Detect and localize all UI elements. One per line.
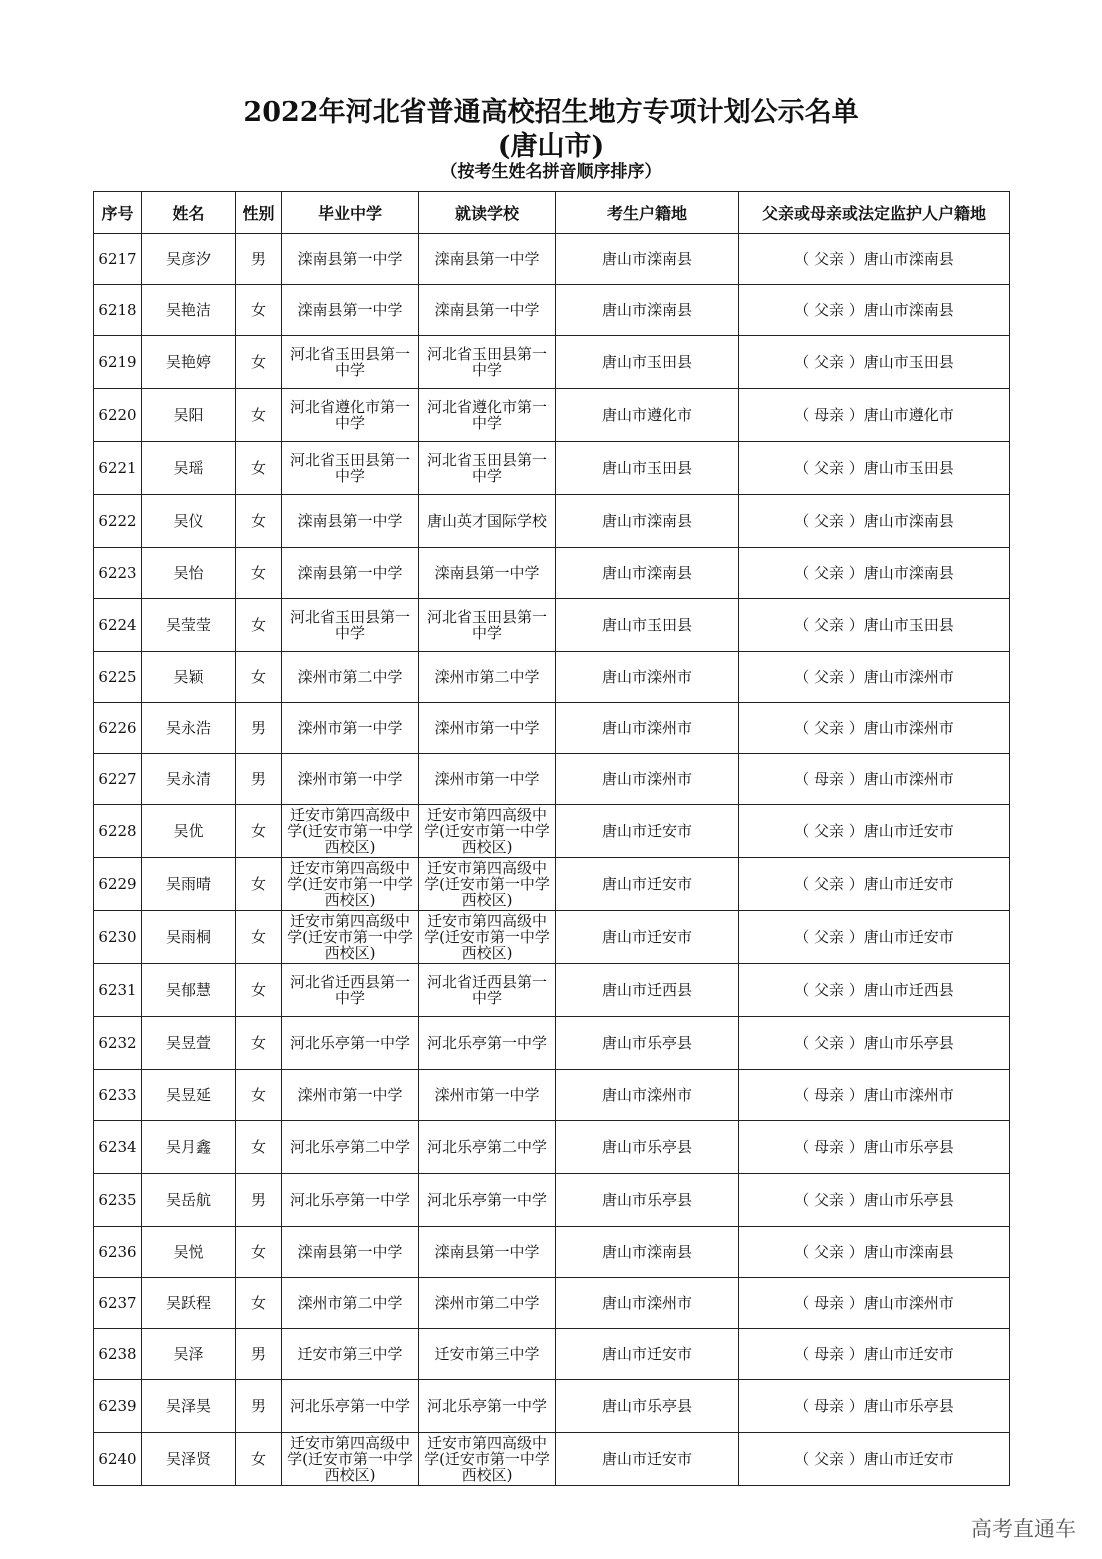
cell-name: 吴昱延 — [142, 1070, 236, 1121]
document-title: 2022年河北省普通高校招生地方专项计划公示名单 — [243, 97, 859, 128]
cell-guardian-hukou: （ 父亲 ）唐山市玉田县 — [739, 442, 1010, 495]
cell-student-hukou: 唐山市滦州市 — [556, 1070, 739, 1121]
table-row — [94, 285, 1010, 336]
cell-seq: 6237 — [94, 1278, 142, 1329]
cell-student-hukou: 唐山市迁西县 — [556, 964, 739, 1017]
cell-graduated-school: 河北省遵化市第一中学 — [282, 389, 419, 442]
table-row — [94, 1174, 1010, 1227]
cell-current-school: 迁安市第三中学 — [419, 1329, 556, 1380]
table-row — [94, 964, 1010, 1017]
cell-seq: 6235 — [94, 1174, 142, 1227]
cell-name: 吴瑶 — [142, 442, 236, 495]
cell-graduated-school: 迁安市第四高级中学(迁安市第一中学西校区) — [282, 805, 419, 858]
cell-guardian-hukou: （ 父亲 ）唐山市迁安市 — [739, 1433, 1010, 1486]
cell-current-school: 滦州市第二中学 — [419, 1278, 556, 1329]
cell-seq: 6225 — [94, 652, 142, 703]
cell-student-hukou: 唐山市滦南县 — [556, 234, 739, 285]
cell-student-hukou: 唐山市乐亭县 — [556, 1380, 739, 1433]
table-row — [94, 234, 1010, 285]
cell-seq: 6230 — [94, 911, 142, 964]
header-student-hukou: 考生户籍地 — [556, 192, 739, 234]
cell-name: 吴岳航 — [142, 1174, 236, 1227]
cell-current-school: 河北乐亭第一中学 — [419, 1017, 556, 1070]
table-body — [94, 234, 1010, 1486]
cell-name: 吴仪 — [142, 495, 236, 548]
cell-student-hukou: 唐山市迁安市 — [556, 1433, 739, 1486]
cell-gender: 男 — [236, 1329, 282, 1380]
cell-graduated-school: 滦州市第一中学 — [282, 754, 419, 805]
cell-name: 吴雨晴 — [142, 858, 236, 911]
table-row — [94, 1227, 1010, 1278]
cell-student-hukou: 唐山市滦州市 — [556, 754, 739, 805]
cell-current-school: 河北乐亭第一中学 — [419, 1174, 556, 1227]
cell-current-school: 滦南县第一中学 — [419, 285, 556, 336]
cell-seq: 6240 — [94, 1433, 142, 1486]
cell-student-hukou: 唐山市玉田县 — [556, 599, 739, 652]
cell-student-hukou: 唐山市迁安市 — [556, 805, 739, 858]
cell-guardian-hukou: （ 父亲 ）唐山市滦南县 — [739, 234, 1010, 285]
cell-guardian-hukou: （ 母亲 ）唐山市滦州市 — [739, 754, 1010, 805]
cell-current-school: 滦南县第一中学 — [419, 1227, 556, 1278]
header-current-school: 就读学校 — [419, 192, 556, 234]
cell-seq: 6239 — [94, 1380, 142, 1433]
table-row — [94, 1380, 1010, 1433]
cell-gender: 女 — [236, 599, 282, 652]
cell-seq: 6236 — [94, 1227, 142, 1278]
cell-student-hukou: 唐山市滦州市 — [556, 703, 739, 754]
cell-seq: 6231 — [94, 964, 142, 1017]
cell-name: 吴艳婷 — [142, 336, 236, 389]
cell-gender: 女 — [236, 336, 282, 389]
cell-student-hukou: 唐山市滦南县 — [556, 495, 739, 548]
cell-name: 吴永浩 — [142, 703, 236, 754]
table-row — [94, 805, 1010, 858]
cell-guardian-hukou: （ 母亲 ）唐山市遵化市 — [739, 389, 1010, 442]
cell-seq: 6228 — [94, 805, 142, 858]
cell-name: 吴彦汐 — [142, 234, 236, 285]
cell-name: 吴跃程 — [142, 1278, 236, 1329]
table-row — [94, 1329, 1010, 1380]
cell-gender: 女 — [236, 389, 282, 442]
cell-current-school: 迁安市第四高级中学(迁安市第一中学西校区) — [419, 858, 556, 911]
cell-name: 吴昱萱 — [142, 1017, 236, 1070]
cell-graduated-school: 滦南县第一中学 — [282, 495, 419, 548]
cell-name: 吴颖 — [142, 652, 236, 703]
cell-seq: 6233 — [94, 1070, 142, 1121]
table-row — [94, 1433, 1010, 1486]
cell-name: 吴月鑫 — [142, 1121, 236, 1174]
table-row — [94, 703, 1010, 754]
table-row — [94, 548, 1010, 599]
cell-name: 吴阳 — [142, 389, 236, 442]
cell-guardian-hukou: （ 父亲 ）唐山市滦州市 — [739, 703, 1010, 754]
cell-graduated-school: 河北省玉田县第一中学 — [282, 442, 419, 495]
cell-current-school: 河北乐亭第一中学 — [419, 1380, 556, 1433]
cell-student-hukou: 唐山市遵化市 — [556, 389, 739, 442]
cell-current-school: 河北省迁西县第一中学 — [419, 964, 556, 1017]
cell-gender: 男 — [236, 1174, 282, 1227]
table-row — [94, 389, 1010, 442]
cell-student-hukou: 唐山市滦州市 — [556, 1278, 739, 1329]
cell-gender: 女 — [236, 1070, 282, 1121]
cell-name: 吴泽贤 — [142, 1433, 236, 1486]
cell-gender: 女 — [236, 1017, 282, 1070]
cell-seq: 6229 — [94, 858, 142, 911]
header-gender: 性别 — [236, 192, 282, 234]
table-row — [94, 599, 1010, 652]
cell-gender: 女 — [236, 285, 282, 336]
cell-guardian-hukou: （ 父亲 ）唐山市迁安市 — [739, 858, 1010, 911]
cell-name: 吴泽 — [142, 1329, 236, 1380]
cell-gender: 女 — [236, 442, 282, 495]
cell-gender: 女 — [236, 1433, 282, 1486]
cell-gender: 女 — [236, 652, 282, 703]
cell-gender: 女 — [236, 964, 282, 1017]
cell-gender: 女 — [236, 911, 282, 964]
cell-guardian-hukou: （ 父亲 ）唐山市滦州市 — [739, 652, 1010, 703]
table-row — [94, 495, 1010, 548]
cell-seq: 6234 — [94, 1121, 142, 1174]
cell-gender: 男 — [236, 234, 282, 285]
cell-student-hukou: 唐山市滦南县 — [556, 285, 739, 336]
cell-name: 吴优 — [142, 805, 236, 858]
table-row — [94, 858, 1010, 911]
cell-gender: 女 — [236, 1121, 282, 1174]
cell-graduated-school: 迁安市第四高级中学(迁安市第一中学西校区) — [282, 911, 419, 964]
table-row — [94, 652, 1010, 703]
table-row — [94, 442, 1010, 495]
cell-graduated-school: 河北乐亭第一中学 — [282, 1380, 419, 1433]
cell-guardian-hukou: （ 父亲 ）唐山市玉田县 — [739, 336, 1010, 389]
cell-student-hukou: 唐山市迁安市 — [556, 858, 739, 911]
table-row — [94, 754, 1010, 805]
cell-guardian-hukou: （ 母亲 ）唐山市迁安市 — [739, 1329, 1010, 1380]
cell-gender: 女 — [236, 495, 282, 548]
cell-name: 吴艳洁 — [142, 285, 236, 336]
cell-guardian-hukou: （ 母亲 ）唐山市滦州市 — [739, 1070, 1010, 1121]
document-subtitle: (唐山市) — [497, 131, 605, 162]
table-row — [94, 1070, 1010, 1121]
header-seq: 序号 — [94, 192, 142, 234]
cell-guardian-hukou: （ 父亲 ）唐山市乐亭县 — [739, 1174, 1010, 1227]
cell-student-hukou: 唐山市玉田县 — [556, 336, 739, 389]
cell-current-school: 迁安市第四高级中学(迁安市第一中学西校区) — [419, 911, 556, 964]
cell-graduated-school: 滦州市第一中学 — [282, 1070, 419, 1121]
cell-guardian-hukou: （ 父亲 ）唐山市滦南县 — [739, 495, 1010, 548]
header-graduated-school: 毕业中学 — [282, 192, 419, 234]
cell-current-school: 河北省玉田县第一中学 — [419, 599, 556, 652]
cell-current-school: 滦南县第一中学 — [419, 548, 556, 599]
cell-student-hukou: 唐山市滦南县 — [556, 1227, 739, 1278]
watermark: 高考直通车 — [971, 1517, 1076, 1541]
table-row — [94, 1017, 1010, 1070]
cell-gender: 女 — [236, 858, 282, 911]
cell-current-school: 滦州市第一中学 — [419, 754, 556, 805]
cell-name: 吴永清 — [142, 754, 236, 805]
cell-graduated-school: 河北乐亭第一中学 — [282, 1017, 419, 1070]
cell-gender: 男 — [236, 1380, 282, 1433]
table-row — [94, 1278, 1010, 1329]
cell-graduated-school: 迁安市第四高级中学(迁安市第一中学西校区) — [282, 1433, 419, 1486]
cell-current-school: 河北省遵化市第一中学 — [419, 389, 556, 442]
cell-graduated-school: 滦南县第一中学 — [282, 234, 419, 285]
cell-seq: 6227 — [94, 754, 142, 805]
table-row — [94, 1121, 1010, 1174]
cell-guardian-hukou: （ 父亲 ）唐山市乐亭县 — [739, 1017, 1010, 1070]
cell-graduated-school: 河北省玉田县第一中学 — [282, 336, 419, 389]
sort-note: （按考生姓名拼音顺序排序） — [440, 162, 662, 182]
cell-graduated-school: 滦南县第一中学 — [282, 548, 419, 599]
cell-student-hukou: 唐山市迁安市 — [556, 1329, 739, 1380]
cell-guardian-hukou: （ 父亲 ）唐山市滦南县 — [739, 1227, 1010, 1278]
header-name: 姓名 — [142, 192, 236, 234]
cell-guardian-hukou: （ 父亲 ）唐山市滦南县 — [739, 548, 1010, 599]
cell-current-school: 河北乐亭第二中学 — [419, 1121, 556, 1174]
cell-student-hukou: 唐山市乐亭县 — [556, 1121, 739, 1174]
cell-seq: 6220 — [94, 389, 142, 442]
cell-name: 吴悦 — [142, 1227, 236, 1278]
cell-gender: 男 — [236, 703, 282, 754]
cell-current-school: 唐山英才国际学校 — [419, 495, 556, 548]
cell-seq: 6221 — [94, 442, 142, 495]
cell-name: 吴雨桐 — [142, 911, 236, 964]
cell-gender: 女 — [236, 1278, 282, 1329]
cell-current-school: 滦州市第一中学 — [419, 1070, 556, 1121]
cell-seq: 6223 — [94, 548, 142, 599]
cell-guardian-hukou: （ 母亲 ）唐山市滦州市 — [739, 1278, 1010, 1329]
cell-seq: 6222 — [94, 495, 142, 548]
cell-student-hukou: 唐山市玉田县 — [556, 442, 739, 495]
cell-name: 吴泽昊 — [142, 1380, 236, 1433]
cell-graduated-school: 滦南县第一中学 — [282, 285, 419, 336]
cell-seq: 6217 — [94, 234, 142, 285]
cell-current-school: 滦州市第二中学 — [419, 652, 556, 703]
cell-guardian-hukou: （ 母亲 ）唐山市乐亭县 — [739, 1121, 1010, 1174]
cell-seq: 6219 — [94, 336, 142, 389]
cell-current-school: 河北省玉田县第一中学 — [419, 442, 556, 495]
roster-table — [93, 191, 1010, 1486]
cell-name: 吴郁慧 — [142, 964, 236, 1017]
cell-current-school: 河北省玉田县第一中学 — [419, 336, 556, 389]
cell-graduated-school: 滦州市第二中学 — [282, 1278, 419, 1329]
cell-name: 吴怡 — [142, 548, 236, 599]
cell-student-hukou: 唐山市滦南县 — [556, 548, 739, 599]
cell-seq: 6232 — [94, 1017, 142, 1070]
cell-graduated-school: 河北省迁西县第一中学 — [282, 964, 419, 1017]
table-row — [94, 911, 1010, 964]
cell-seq: 6224 — [94, 599, 142, 652]
header-row — [94, 192, 1010, 234]
cell-guardian-hukou: （ 父亲 ）唐山市迁西县 — [739, 964, 1010, 1017]
cell-guardian-hukou: （ 父亲 ）唐山市滦南县 — [739, 285, 1010, 336]
cell-graduated-school: 滦州市第一中学 — [282, 703, 419, 754]
cell-seq: 6218 — [94, 285, 142, 336]
cell-current-school: 迁安市第四高级中学(迁安市第一中学西校区) — [419, 1433, 556, 1486]
cell-graduated-school: 河北乐亭第一中学 — [282, 1174, 419, 1227]
cell-student-hukou: 唐山市滦州市 — [556, 652, 739, 703]
cell-graduated-school: 河北省玉田县第一中学 — [282, 599, 419, 652]
cell-guardian-hukou: （ 父亲 ）唐山市玉田县 — [739, 599, 1010, 652]
header-guardian-hukou: 父亲或母亲或法定监护人户籍地 — [739, 192, 1010, 234]
cell-graduated-school: 迁安市第三中学 — [282, 1329, 419, 1380]
cell-student-hukou: 唐山市乐亭县 — [556, 1017, 739, 1070]
cell-graduated-school: 河北乐亭第二中学 — [282, 1121, 419, 1174]
cell-student-hukou: 唐山市迁安市 — [556, 911, 739, 964]
cell-graduated-school: 滦州市第二中学 — [282, 652, 419, 703]
cell-seq: 6226 — [94, 703, 142, 754]
cell-gender: 女 — [236, 548, 282, 599]
cell-current-school: 滦南县第一中学 — [419, 234, 556, 285]
cell-guardian-hukou: （ 母亲 ）唐山市乐亭县 — [739, 1380, 1010, 1433]
cell-current-school: 迁安市第四高级中学(迁安市第一中学西校区) — [419, 805, 556, 858]
cell-current-school: 滦州市第一中学 — [419, 703, 556, 754]
cell-gender: 男 — [236, 754, 282, 805]
cell-name: 吴莹莹 — [142, 599, 236, 652]
cell-gender: 女 — [236, 805, 282, 858]
table-row — [94, 336, 1010, 389]
cell-guardian-hukou: （ 父亲 ）唐山市迁安市 — [739, 805, 1010, 858]
cell-guardian-hukou: （ 父亲 ）唐山市迁安市 — [739, 911, 1010, 964]
cell-student-hukou: 唐山市乐亭县 — [556, 1174, 739, 1227]
cell-gender: 女 — [236, 1227, 282, 1278]
cell-graduated-school: 迁安市第四高级中学(迁安市第一中学西校区) — [282, 858, 419, 911]
cell-seq: 6238 — [94, 1329, 142, 1380]
cell-graduated-school: 滦南县第一中学 — [282, 1227, 419, 1278]
